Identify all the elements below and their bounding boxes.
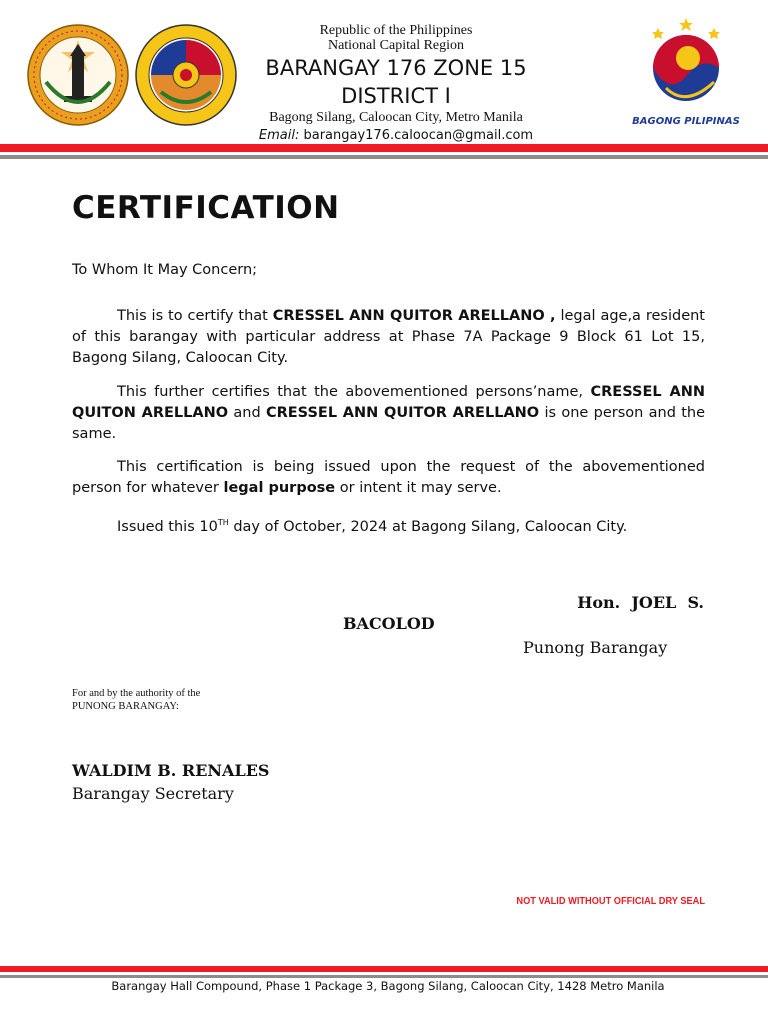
issued-superscript: TH [217, 518, 229, 527]
secretary-title: Barangay Secretary [72, 784, 234, 803]
p1-subject-name: CRESSEL ANN QUITOR ARELLANO , [272, 308, 556, 324]
header-address: Bagong Silang, Caloocan City, Metro Manila [269, 110, 523, 125]
p2-name-2: CRESSEL ANN QUITOR ARELLANO [265, 405, 540, 421]
p3-text-a: This certification is being issued upon the request of the abovementioned person for whatever [72, 459, 705, 496]
p2-name-1: CRESSEL ANN QUITON ARELLANO [72, 384, 705, 421]
authority-line2: PUNONG BARANGAY: [72, 701, 179, 712]
paragraph-certify [72, 306, 705, 369]
footer-red-bar [0, 966, 768, 972]
p3-legal-purpose: legal purpose [223, 480, 336, 496]
bagong-pilipinas-text: BAGONG PILIPINAS [632, 116, 740, 127]
footer-gray-bar [0, 975, 768, 978]
salutation: To Whom It May Concern; [72, 262, 258, 278]
header-email-line [12, 128, 768, 143]
header-region: National Capital Region [327, 38, 465, 53]
issued-text-b: day of October, 2024 at Bagong Silang, Caloocan City. [228, 518, 628, 535]
paragraph-purpose [72, 457, 705, 499]
bagong-pilipinas-logo [636, 16, 736, 112]
signatory-title: Punong Barangay [523, 638, 668, 657]
authority-line1: For and by the authority of the [72, 688, 201, 699]
issued-text-a: Issued this 10 [117, 518, 218, 535]
footer-address: Barangay Hall Compound, Phase 1 Package 3, Bagong Silang, Caloocan City, 1428 Metro Manila [111, 979, 665, 993]
p1-text-a: This is to certify that [117, 308, 273, 324]
email-label: Email: [258, 128, 300, 143]
header-red-bar [0, 144, 768, 152]
header-barangay-name: BARANGAY 176 ZONE 15 [265, 56, 527, 80]
p2-text-b: and [228, 405, 266, 421]
dry-seal-notice: NOT VALID WITHOUT OFFICIAL DRY SEAL [516, 895, 705, 907]
secretary-name: WALDIM B. RENALES [72, 761, 270, 780]
paragraph-same-person [72, 382, 705, 445]
header-district: DISTRICT I [341, 84, 451, 108]
p1-text-b: legal age,a resident of this barangay with particular address at Phase 7A Package 9 Block 61 Lot 15, Bagong Silang, Caloocan City. [72, 308, 705, 366]
document-title: CERTIFICATION [72, 190, 340, 226]
signatory-name-line1: Hon. JOEL S. [577, 593, 704, 612]
p3-text-b: or intent it may serve. [335, 480, 502, 496]
signatory-name-line2: BACOLOD [343, 614, 435, 633]
p2-text-a: This further certifies that the abovementioned persons’name, [117, 384, 591, 400]
paragraph-issued [72, 512, 705, 538]
p2-text-c: is one person and the same. [72, 405, 706, 442]
email-address: barangay176.caloocan@gmail.com [303, 128, 534, 143]
header-gray-bar [0, 155, 768, 159]
header-republic: Republic of the Philippines [319, 23, 473, 38]
